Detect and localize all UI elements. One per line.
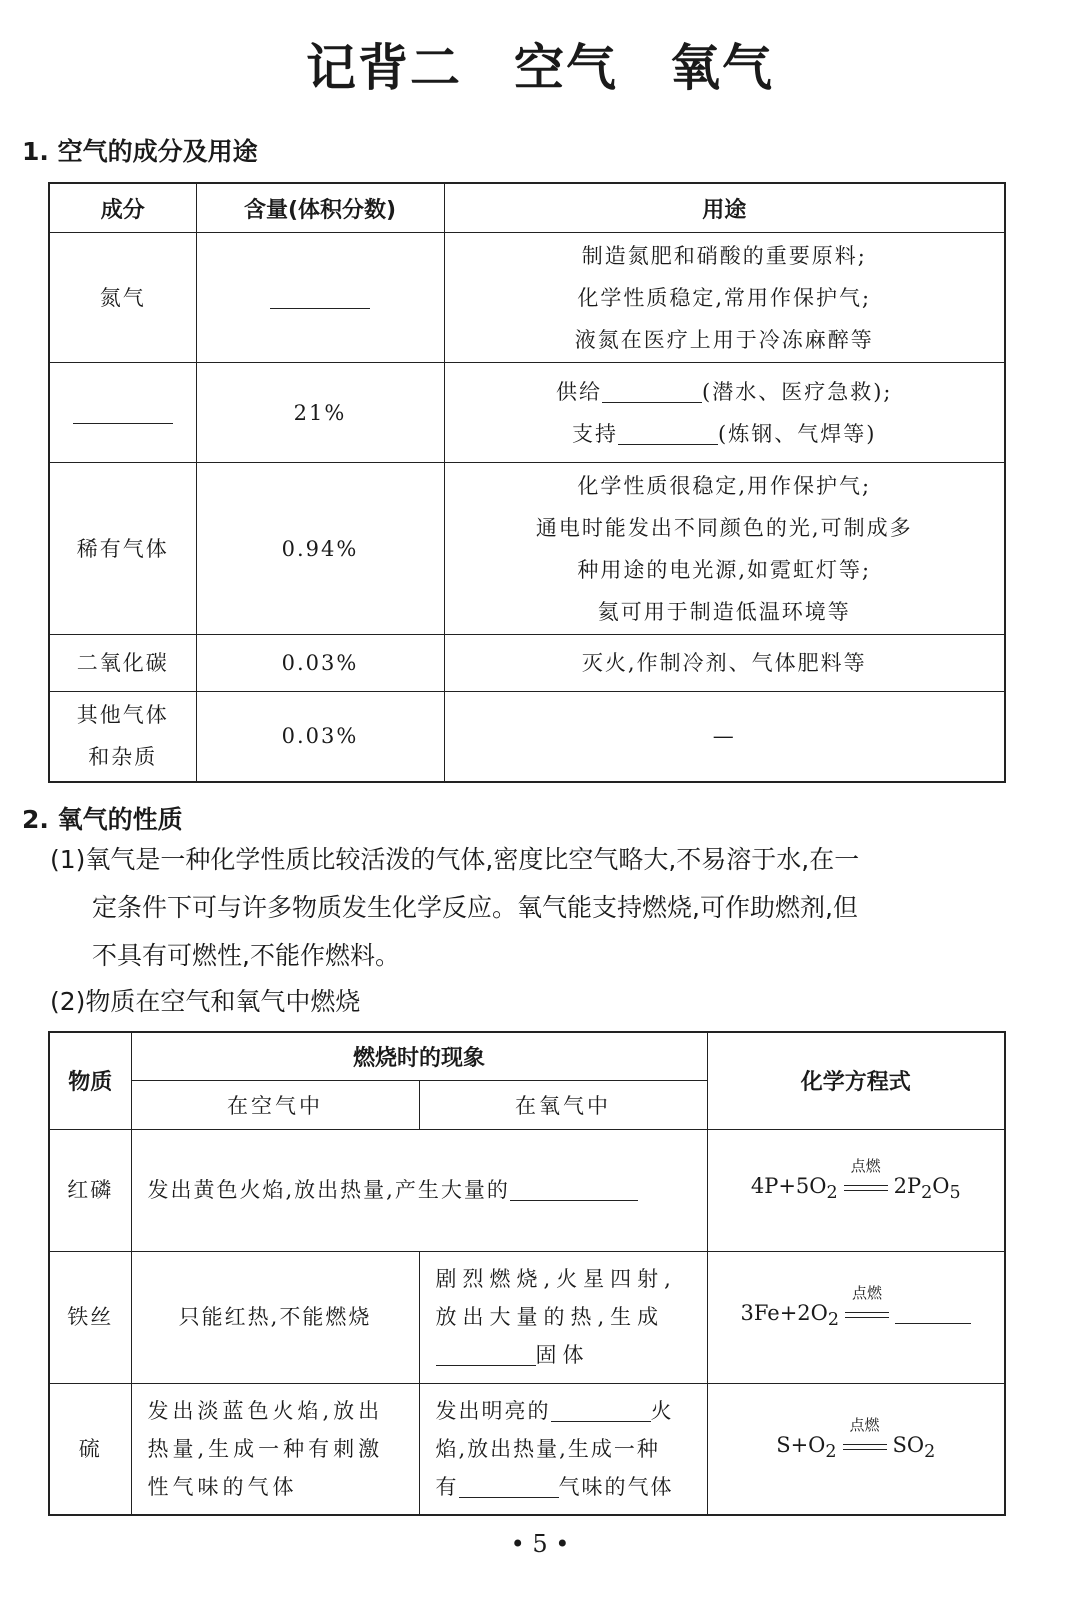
uses-cell: 灭火,作制冷剂、气体肥料等 bbox=[444, 635, 1005, 692]
substance-name: 铁丝 bbox=[49, 1251, 131, 1383]
col-header: 用途 bbox=[444, 183, 1005, 233]
fill-blank bbox=[551, 1399, 651, 1422]
paragraph-line: 不具有可燃性,不能作燃料。 bbox=[92, 941, 400, 970]
component-name: 其他气体 和杂质 bbox=[49, 692, 196, 782]
reaction-arrow: 点燃 bbox=[842, 1179, 890, 1197]
use-line: 供给 (潜水、医疗急救); bbox=[556, 379, 893, 404]
substance-name: 硫 bbox=[49, 1383, 131, 1515]
in-air-cell: 发出淡蓝色火焰,放出 热量,生成一种有刺激 性气味的气体 bbox=[131, 1383, 419, 1515]
fill-blank bbox=[618, 421, 718, 444]
component-name: 稀有气体 bbox=[49, 463, 196, 635]
table-row bbox=[49, 363, 1005, 463]
fill-blank bbox=[459, 1475, 559, 1498]
use-line: 化学性质很稳定,用作保护气; bbox=[577, 473, 872, 498]
page-title: 记背二 空气 氧气 bbox=[306, 39, 774, 97]
uses-cell bbox=[444, 233, 1005, 363]
air-composition-table bbox=[48, 182, 1006, 783]
section-heading-2: 2. 氧气的性质 bbox=[22, 805, 183, 834]
page-number: • 5 • bbox=[510, 1530, 570, 1558]
col-header-in-air: 在空气中 bbox=[131, 1080, 419, 1129]
col-header-phenomenon: 燃烧时的现象 bbox=[131, 1032, 707, 1080]
fill-blank bbox=[602, 379, 702, 402]
col-header: 含量(体积分数) bbox=[196, 183, 444, 233]
component-name: 氮气 bbox=[49, 233, 196, 363]
content-value: 21% bbox=[196, 363, 444, 463]
fill-blank bbox=[895, 1301, 971, 1324]
fill-blank bbox=[510, 1178, 638, 1201]
use-line: 化学性质稳定,常用作保护气; bbox=[577, 285, 872, 310]
fill-blank bbox=[270, 285, 370, 308]
reaction-arrow: 点燃 bbox=[843, 1306, 891, 1324]
in-air-cell: 只能红热,不能燃烧 bbox=[131, 1251, 419, 1383]
use-line: 种用途的电光源,如霓虹灯等; bbox=[577, 557, 872, 582]
uses-cell bbox=[444, 463, 1005, 635]
combustion-table bbox=[48, 1031, 1006, 1516]
section-heading-1: 1. 空气的成分及用途 bbox=[22, 137, 258, 166]
table-header-row bbox=[49, 1032, 1005, 1080]
component-blank bbox=[49, 363, 196, 463]
col-header-substance: 物质 bbox=[49, 1032, 131, 1129]
table-row bbox=[49, 635, 1005, 692]
table-row bbox=[49, 1383, 1005, 1515]
in-oxygen-cell: 剧烈燃烧,火星四射, 放出大量的热,生成 固体 bbox=[419, 1251, 707, 1383]
fill-blank bbox=[436, 1343, 536, 1366]
col-header: 成分 bbox=[49, 183, 196, 233]
table-row bbox=[49, 233, 1005, 363]
content-value: 0.03% bbox=[196, 692, 444, 782]
use-line: 液氮在医疗上用于冷冻麻醉等 bbox=[574, 327, 874, 352]
paragraph-line: 定条件下可与许多物质发生化学反应。氧气能支持燃烧,可作助燃剂,但 bbox=[92, 893, 858, 922]
paragraph-line: (2)物质在空气和氧气中燃烧 bbox=[50, 987, 361, 1016]
use-line: 支持 (炼钢、气焊等) bbox=[572, 421, 877, 446]
uses-cell: — bbox=[444, 692, 1005, 782]
table-row bbox=[49, 1251, 1005, 1383]
equation-cell: $S+O_2$ 点燃 $SO_2$ bbox=[707, 1383, 1005, 1515]
content-blank bbox=[196, 233, 444, 363]
paragraph-line: (1)氧气是一种化学性质比较活泼的气体,密度比空气略大,不易溶于水,在一 bbox=[50, 845, 860, 874]
component-name: 二氧化碳 bbox=[49, 635, 196, 692]
reaction-arrow: 点燃 bbox=[841, 1438, 889, 1456]
equation-cell: $4P+5O_2$ 点燃 $2P_2O_5$ bbox=[707, 1129, 1005, 1251]
in-oxygen-cell: 发出明亮的 火 焰,放出热量,生成一种 有 气味的气体 bbox=[419, 1383, 707, 1515]
content-value: 0.94% bbox=[196, 463, 444, 635]
phenomenon-cell: 发出黄色火焰,放出热量,产生大量的 bbox=[131, 1129, 707, 1251]
use-line: 通电时能发出不同颜色的光,可制成多 bbox=[535, 515, 913, 540]
content-value: 0.03% bbox=[196, 635, 444, 692]
use-line: 制造氮肥和硝酸的重要原料; bbox=[581, 243, 867, 268]
equation-cell: $3Fe+2O_2$ 点燃 bbox=[707, 1251, 1005, 1383]
uses-cell bbox=[444, 363, 1005, 463]
table-row bbox=[49, 463, 1005, 635]
col-header-in-oxygen: 在氧气中 bbox=[419, 1080, 707, 1129]
table-row bbox=[49, 1129, 1005, 1251]
table-header-row bbox=[49, 183, 1005, 233]
fill-blank bbox=[73, 400, 173, 423]
col-header-equation: 化学方程式 bbox=[707, 1032, 1005, 1129]
table-row bbox=[49, 692, 1005, 782]
use-line: 氦可用于制造低温环境等 bbox=[597, 599, 851, 624]
substance-name: 红磷 bbox=[49, 1129, 131, 1251]
